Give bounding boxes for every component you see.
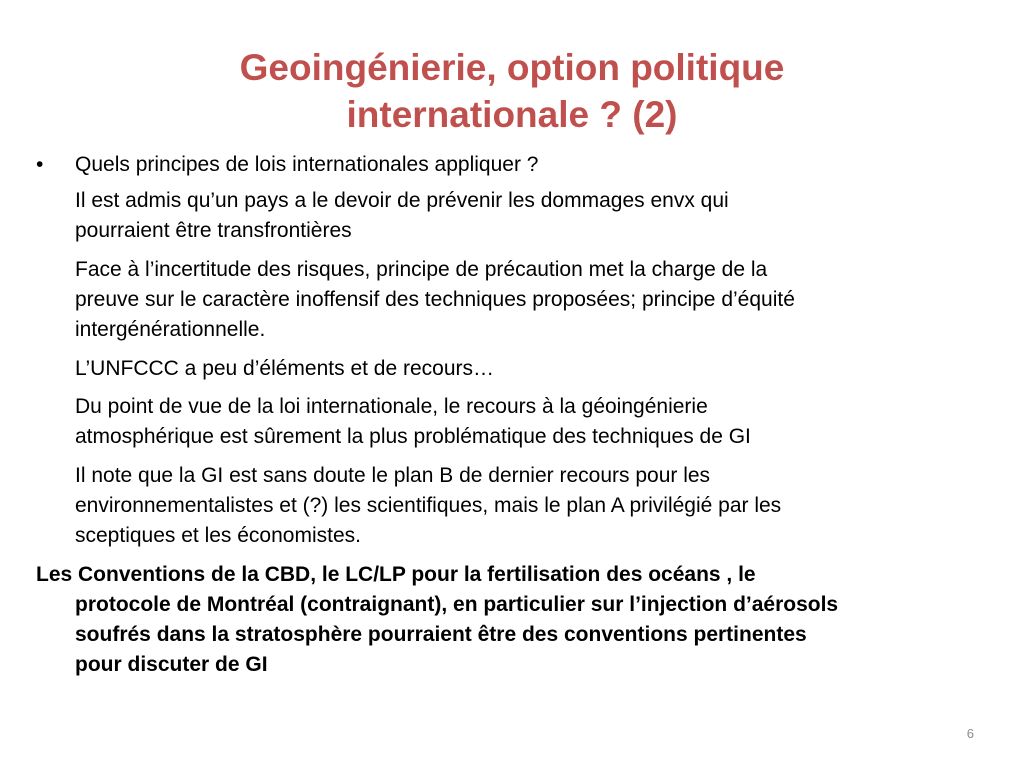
paragraph-line: sceptiques et les économistes. (75, 524, 361, 547)
paragraph-line: environnementalistes et (?) les scientifiques, mais le plan A privilégié par les (75, 494, 782, 517)
paragraph-line: intergénérationnelle. (75, 318, 266, 341)
slide-title-line: Geoingénierie, option politique (239, 47, 785, 88)
conclusion-line: Les Conventions de la CBD, le LC/LP pour la fertilisation des océans , le (36, 563, 756, 586)
sub-paragraph (75, 392, 975, 452)
paragraph-line: preuve sur le caractère inoffensif des techniques proposées; principe d’équité (75, 288, 795, 311)
slide-title-line: internationale ? (2) (346, 94, 678, 135)
page-number: 6 (966, 726, 974, 741)
paragraph-line: Il est admis qu’un pays a le devoir de prévenir les dommages envx qui (75, 189, 729, 212)
conclusion-line: soufrés dans la stratosphère pourraient être des conventions pertinentes (75, 623, 807, 646)
sub-paragraph (75, 354, 975, 384)
paragraph-line: atmosphérique est sûrement la plus problématique des techniques de GI (75, 425, 751, 448)
conclusion-line: pour discuter de GI (75, 653, 268, 676)
conclusion-line: protocole de Montréal (contraignant), en particulier sur l’injection d’aérosols (75, 593, 839, 616)
sub-paragraph (75, 461, 975, 551)
paragraph-line: Du point de vue de la loi internationale, le recours à la géoingénierie (75, 395, 708, 418)
paragraph-line: L’UNFCCC a peu d’éléments et de recours… (75, 357, 495, 380)
bullet-icon: • (36, 153, 44, 176)
paragraph-line: Il note que la GI est sans doute le plan B de dernier recours pour les (75, 464, 711, 487)
bullet-item: Quels principes de lois internationales appliquer ? (75, 153, 539, 176)
conclusion-paragraph (0, 560, 1000, 680)
paragraph-line: pourraient être transfrontières (75, 219, 352, 242)
slide-title (100, 44, 924, 138)
paragraph-line: Face à l’incertitude des risques, principe de précaution met la charge de la (75, 258, 768, 281)
sub-paragraph (75, 255, 975, 345)
sub-paragraph (75, 186, 975, 246)
